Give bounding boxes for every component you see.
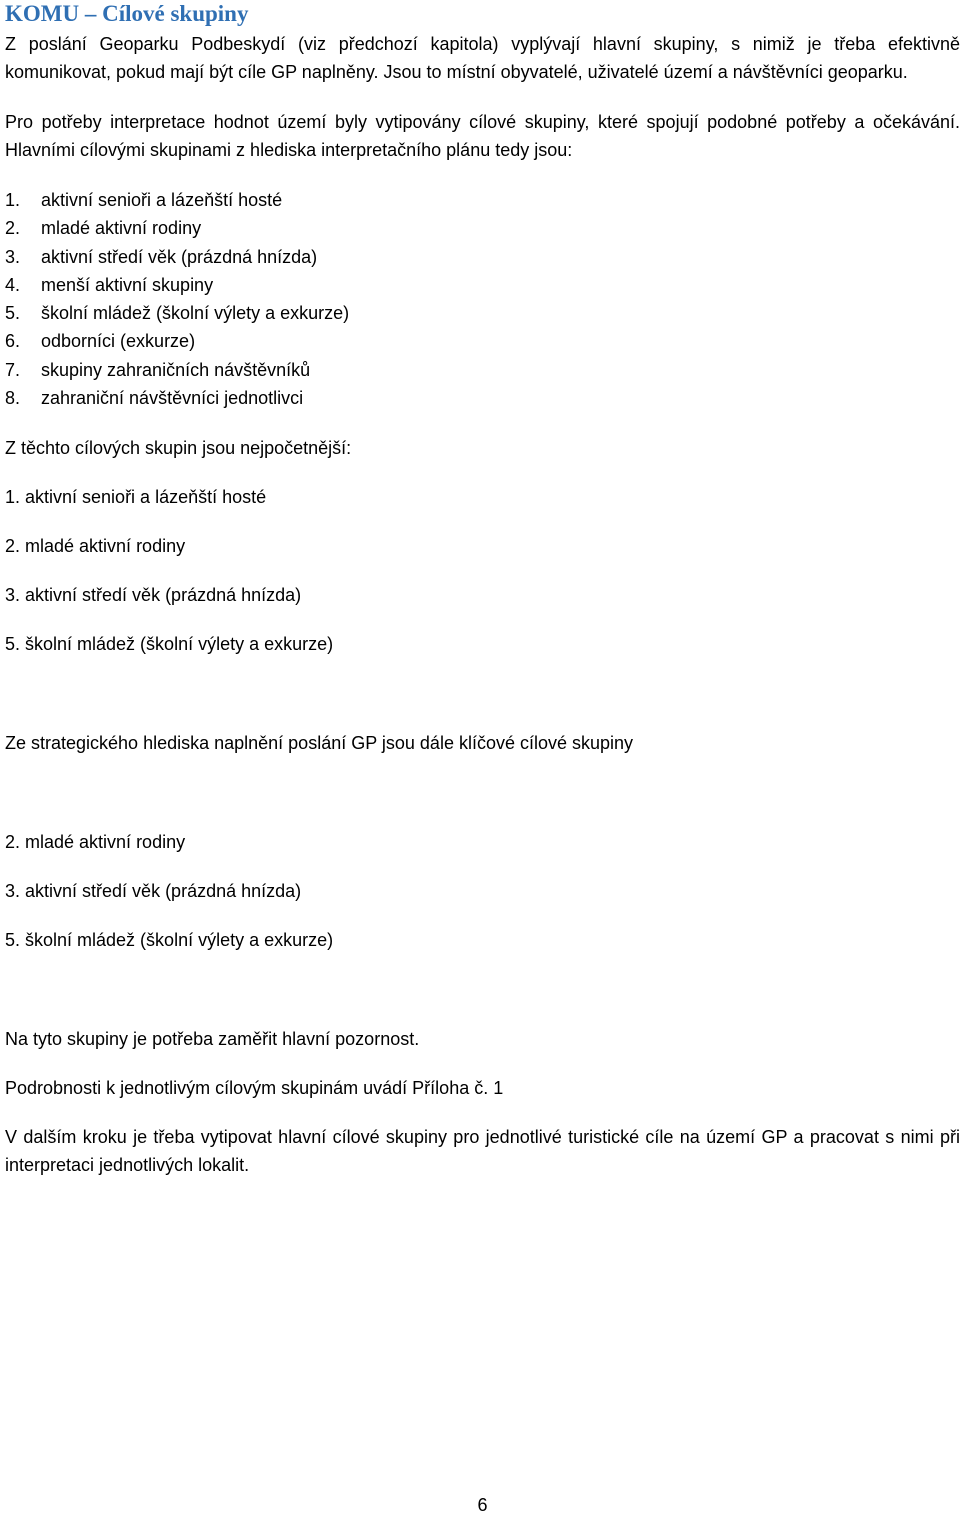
list-item: 2. mladé aktivní rodiny — [5, 218, 202, 239]
list-item: 5. školní mládež (školní výlety a exkurze) — [5, 303, 350, 324]
most-numerous-item: 3. aktivní středí věk (prázdná hnízda) — [5, 585, 302, 606]
focus-note: Na tyto skupiny je potřeba zaměřit hlavní pozornost. — [5, 1029, 420, 1050]
list-item: 4. menší aktivní skupiny — [5, 274, 214, 295]
most-numerous-item: 2. mladé aktivní rodiny — [5, 536, 186, 557]
list-item: 7. skupiny zahraničních návštěvníků — [5, 359, 311, 380]
strategic-item: 2. mladé aktivní rodiny — [5, 832, 186, 853]
intro-paragraph: Z poslání Geoparku Podbeskydí (viz předchozí kapitola) vyplývají hlavní skupiny, s nimiž je třeba efektivně komunikovat, pokud mají být cíle GP naplněny. Jsou to místní obyvatelé, uživatelé území a návštěvníci geoparku. — [5, 34, 960, 82]
appendix-note: Podrobnosti k jednotlivým cílovým skupinám uvádí Příloha č. 1 — [5, 1078, 504, 1099]
strategic-item: 5. školní mládež (školní výlety a exkurze) — [5, 930, 334, 951]
section-heading: KOMU – Cílové skupiny — [5, 1, 249, 26]
most-numerous-item: 5. školní mládež (školní výlety a exkurze) — [5, 634, 334, 655]
list-item: 8. zahraniční návštěvníci jednotlivci — [5, 388, 304, 409]
strategic-intro: Ze strategického hlediska naplnění poslání GP jsou dále klíčové cílové skupiny — [5, 733, 634, 754]
target-groups-list — [5, 186, 960, 412]
list-item: 1. aktivní senioři a lázeňští hosté — [5, 190, 283, 210]
most-numerous-intro: Z těchto cílových skupin jsou nejpočetnější: — [5, 438, 352, 459]
document-page — [5, 0, 960, 1515]
page-number: 6 — [477, 1495, 488, 1515]
next-step-paragraph: V dalším kroku je třeba vytipovat hlavní cílové skupiny pro jednotlivé turistické cíle na území GP a pracovat s nimi při interpretaci jednotlivých lokalit. — [5, 1127, 960, 1176]
list-item: 3. aktivní středí věk (prázdná hnízda) — [5, 246, 318, 267]
most-numerous-item: 1. aktivní senioři a lázeňští hosté — [5, 487, 267, 508]
target-groups-paragraph: Pro potřeby interpretace hodnot území byly vytipovány cílové skupiny, které spojují podobné potřeby a očekávání. Hlavními cílovými skupinami z hlediska interpretačního plánu tedy jsou: — [5, 112, 960, 160]
strategic-item: 3. aktivní středí věk (prázdná hnízda) — [5, 881, 302, 902]
list-item: 6. odborníci (exkurze) — [5, 331, 196, 352]
